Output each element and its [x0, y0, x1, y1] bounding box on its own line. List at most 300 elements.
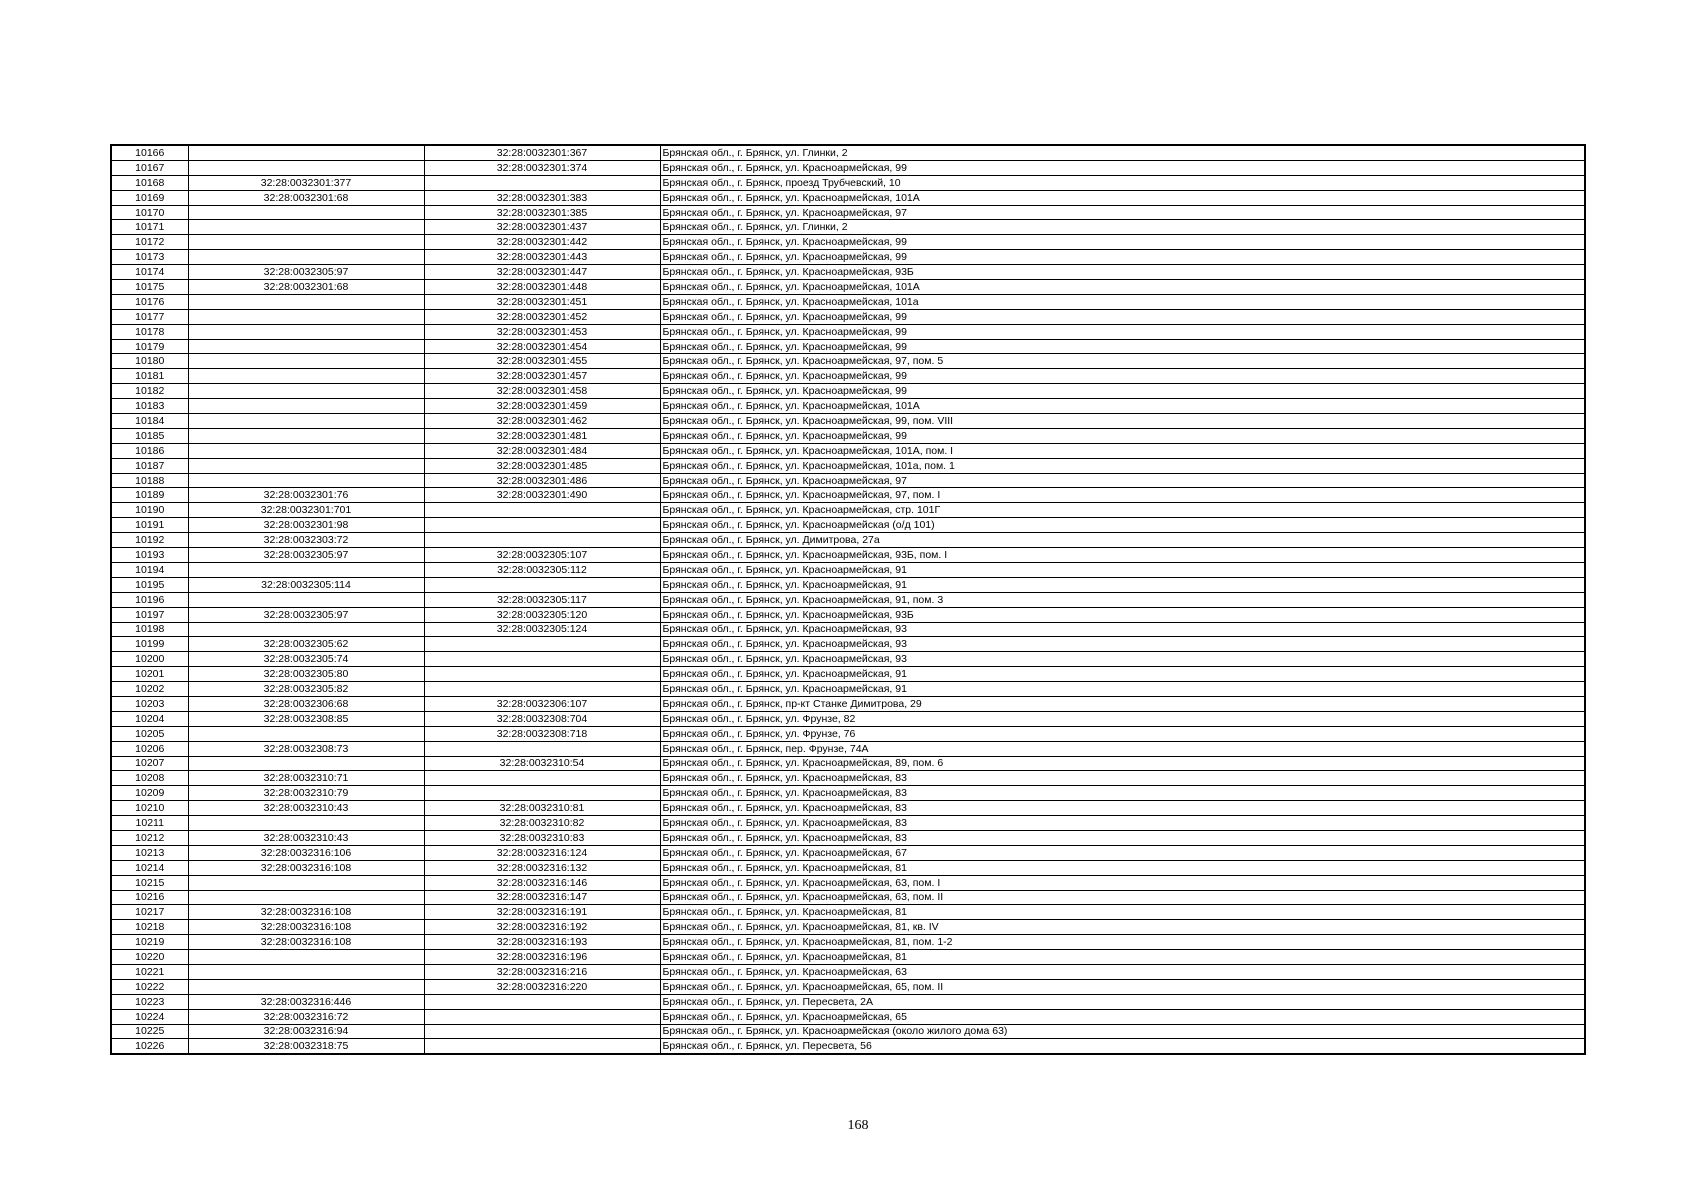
address-cell: Брянская обл., г. Брянск, ул. Глинки, 2	[660, 220, 1585, 235]
table-row	[111, 235, 1585, 250]
table-row	[111, 920, 1585, 935]
object-cadastral-number-cell: 32:28:0032301:442	[424, 235, 660, 250]
row-number-cell: 10166	[111, 145, 188, 160]
cadastral-number-cell: 32:28:0032305:114	[188, 577, 424, 592]
table-row	[111, 860, 1585, 875]
table-row	[111, 726, 1585, 741]
address-cell: Брянская обл., г. Брянск, ул. Красноармейская, 97	[660, 473, 1585, 488]
object-cadastral-number-cell: 32:28:0032310:83	[424, 830, 660, 845]
table-row	[111, 562, 1585, 577]
row-number-cell: 10170	[111, 205, 188, 220]
cadastral-number-cell	[188, 979, 424, 994]
object-cadastral-number-cell: 32:28:0032308:718	[424, 726, 660, 741]
address-cell: Брянская обл., г. Брянск, ул. Красноармейская, 65, пом. II	[660, 979, 1585, 994]
table-row	[111, 1009, 1585, 1024]
row-number-cell: 10199	[111, 637, 188, 652]
row-number-cell: 10182	[111, 384, 188, 399]
table-row	[111, 280, 1585, 295]
object-cadastral-number-cell	[424, 1039, 660, 1054]
table-row	[111, 145, 1585, 160]
row-number-cell: 10179	[111, 339, 188, 354]
cadastral-number-cell: 32:28:0032301:68	[188, 190, 424, 205]
row-number-cell: 10188	[111, 473, 188, 488]
row-number-cell: 10214	[111, 860, 188, 875]
row-number-cell: 10181	[111, 369, 188, 384]
row-number-cell: 10203	[111, 696, 188, 711]
table-row	[111, 830, 1585, 845]
cadastral-number-cell: 32:28:0032305:97	[188, 548, 424, 563]
object-cadastral-number-cell: 32:28:0032301:448	[424, 280, 660, 295]
cadastral-number-cell	[188, 324, 424, 339]
table-row	[111, 816, 1585, 831]
object-cadastral-number-cell: 32:28:0032310:54	[424, 756, 660, 771]
row-number-cell: 10183	[111, 399, 188, 414]
row-number-cell: 10172	[111, 235, 188, 250]
row-number-cell: 10187	[111, 458, 188, 473]
address-cell: Брянская обл., г. Брянск, ул. Глинки, 2	[660, 145, 1585, 160]
address-cell: Брянская обл., г. Брянск, пер. Фрунзе, 74А	[660, 741, 1585, 756]
row-number-cell: 10198	[111, 622, 188, 637]
address-cell: Брянская обл., г. Брянск, ул. Красноармейская, 83	[660, 801, 1585, 816]
table-row	[111, 890, 1585, 905]
cadastral-number-cell	[188, 399, 424, 414]
table-row	[111, 577, 1585, 592]
table-row	[111, 845, 1585, 860]
address-cell: Брянская обл., г. Брянск, ул. Красноармейская, 63, пом. II	[660, 890, 1585, 905]
row-number-cell: 10177	[111, 309, 188, 324]
row-number-cell: 10224	[111, 1009, 188, 1024]
object-cadastral-number-cell: 32:28:0032301:385	[424, 205, 660, 220]
table-row	[111, 950, 1585, 965]
row-number-cell: 10225	[111, 1024, 188, 1039]
object-cadastral-number-cell: 32:28:0032301:457	[424, 369, 660, 384]
object-cadastral-number-cell: 32:28:0032316:220	[424, 979, 660, 994]
address-cell: Брянская обл., г. Брянск, ул. Красноармейская, 93	[660, 622, 1585, 637]
address-cell: Брянская обл., г. Брянск, ул. Красноармейская, 99	[660, 428, 1585, 443]
row-number-cell: 10213	[111, 845, 188, 860]
object-cadastral-number-cell: 32:28:0032301:458	[424, 384, 660, 399]
cadastral-number-cell: 32:28:0032310:79	[188, 786, 424, 801]
registry-table-body	[111, 145, 1585, 1054]
row-number-cell: 10200	[111, 652, 188, 667]
object-cadastral-number-cell: 32:28:0032301:459	[424, 399, 660, 414]
row-number-cell: 10197	[111, 607, 188, 622]
cadastral-number-cell: 32:28:0032301:76	[188, 488, 424, 503]
table-row	[111, 175, 1585, 190]
address-cell: Брянская обл., г. Брянск, ул. Красноармейская, 83	[660, 786, 1585, 801]
row-number-cell: 10206	[111, 741, 188, 756]
address-cell: Брянская обл., г. Брянск, ул. Красноармейская, 83	[660, 830, 1585, 845]
table-row	[111, 503, 1585, 518]
cadastral-number-cell	[188, 339, 424, 354]
cadastral-number-cell	[188, 890, 424, 905]
object-cadastral-number-cell: 32:28:0032316:216	[424, 964, 660, 979]
address-cell: Брянская обл., г. Брянск, ул. Пересвета, 2А	[660, 994, 1585, 1009]
table-row	[111, 964, 1585, 979]
cadastral-number-cell	[188, 756, 424, 771]
table-row	[111, 309, 1585, 324]
table-row	[111, 443, 1585, 458]
row-number-cell: 10209	[111, 786, 188, 801]
page-number: 168	[847, 1118, 869, 1133]
table-row	[111, 1039, 1585, 1054]
row-number-cell: 10191	[111, 518, 188, 533]
object-cadastral-number-cell	[424, 682, 660, 697]
row-number-cell: 10194	[111, 562, 188, 577]
cadastral-number-cell	[188, 250, 424, 265]
cadastral-number-cell	[188, 443, 424, 458]
registry-table	[110, 144, 1586, 1055]
row-number-cell: 10210	[111, 801, 188, 816]
table-row	[111, 905, 1585, 920]
address-cell: Брянская обл., г. Брянск, ул. Красноармейская, 89, пом. 6	[660, 756, 1585, 771]
object-cadastral-number-cell: 32:28:0032310:81	[424, 801, 660, 816]
address-cell: Брянская обл., г. Брянск, ул. Красноармейская, 81	[660, 905, 1585, 920]
object-cadastral-number-cell: 32:28:0032305:107	[424, 548, 660, 563]
object-cadastral-number-cell: 32:28:0032305:120	[424, 607, 660, 622]
cadastral-number-cell: 32:28:0032301:68	[188, 280, 424, 295]
row-number-cell: 10174	[111, 265, 188, 280]
cadastral-number-cell: 32:28:0032318:75	[188, 1039, 424, 1054]
table-row	[111, 741, 1585, 756]
address-cell: Брянская обл., г. Брянск, ул. Красноармейская, 99	[660, 339, 1585, 354]
object-cadastral-number-cell: 32:28:0032301:455	[424, 354, 660, 369]
table-row	[111, 384, 1585, 399]
table-row	[111, 414, 1585, 429]
table-row	[111, 250, 1585, 265]
row-number-cell: 10196	[111, 592, 188, 607]
row-number-cell: 10189	[111, 488, 188, 503]
address-cell: Брянская обл., г. Брянск, ул. Красноармейская, 97, пом. I	[660, 488, 1585, 503]
row-number-cell: 10190	[111, 503, 188, 518]
address-cell: Брянская обл., г. Брянск, ул. Красноармейская, стр. 101Г	[660, 503, 1585, 518]
address-cell: Брянская обл., г. Брянск, ул. Красноармейская, 81	[660, 950, 1585, 965]
address-cell: Брянская обл., г. Брянск, ул. Фрунзе, 82	[660, 711, 1585, 726]
table-row	[111, 979, 1585, 994]
cadastral-number-cell	[188, 294, 424, 309]
address-cell: Брянская обл., г. Брянск, ул. Красноармейская, 101а, пом. 1	[660, 458, 1585, 473]
cadastral-number-cell: 32:28:0032305:97	[188, 607, 424, 622]
cadastral-number-cell: 32:28:0032301:98	[188, 518, 424, 533]
row-number-cell: 10222	[111, 979, 188, 994]
cadastral-number-cell	[188, 592, 424, 607]
row-number-cell: 10193	[111, 548, 188, 563]
cadastral-number-cell: 32:28:0032305:74	[188, 652, 424, 667]
address-cell: Брянская обл., г. Брянск, ул. Красноармейская, 93Б	[660, 265, 1585, 280]
object-cadastral-number-cell: 32:28:0032301:484	[424, 443, 660, 458]
cadastral-number-cell: 32:28:0032303:72	[188, 533, 424, 548]
cadastral-number-cell	[188, 235, 424, 250]
address-cell: Брянская обл., г. Брянск, ул. Красноармейская, 101А	[660, 399, 1585, 414]
cadastral-number-cell	[188, 622, 424, 637]
object-cadastral-number-cell: 32:28:0032306:107	[424, 696, 660, 711]
object-cadastral-number-cell	[424, 637, 660, 652]
table-row	[111, 354, 1585, 369]
row-number-cell: 10207	[111, 756, 188, 771]
table-row	[111, 756, 1585, 771]
object-cadastral-number-cell: 32:28:0032301:451	[424, 294, 660, 309]
table-row	[111, 339, 1585, 354]
cadastral-number-cell: 32:28:0032305:80	[188, 667, 424, 682]
object-cadastral-number-cell	[424, 518, 660, 533]
object-cadastral-number-cell: 32:28:0032310:82	[424, 816, 660, 831]
table-row	[111, 652, 1585, 667]
object-cadastral-number-cell: 32:28:0032316:132	[424, 860, 660, 875]
row-number-cell: 10171	[111, 220, 188, 235]
address-cell: Брянская обл., г. Брянск, ул. Красноармейская, 91, пом. 3	[660, 592, 1585, 607]
table-row	[111, 801, 1585, 816]
table-row	[111, 533, 1585, 548]
table-row	[111, 637, 1585, 652]
address-cell: Брянская обл., г. Брянск, ул. Красноармейская, 93	[660, 652, 1585, 667]
table-row	[111, 935, 1585, 950]
object-cadastral-number-cell: 32:28:0032316:191	[424, 905, 660, 920]
address-cell: Брянская обл., г. Брянск, ул. Красноармейская, 101а	[660, 294, 1585, 309]
object-cadastral-number-cell: 32:28:0032301:374	[424, 160, 660, 175]
row-number-cell: 10175	[111, 280, 188, 295]
row-number-cell: 10169	[111, 190, 188, 205]
object-cadastral-number-cell: 32:28:0032316:193	[424, 935, 660, 950]
row-number-cell: 10204	[111, 711, 188, 726]
cadastral-number-cell: 32:28:0032301:701	[188, 503, 424, 518]
cadastral-number-cell	[188, 384, 424, 399]
address-cell: Брянская обл., г. Брянск, ул. Красноармейская, 63, пом. I	[660, 875, 1585, 890]
object-cadastral-number-cell	[424, 652, 660, 667]
cadastral-number-cell	[188, 220, 424, 235]
cadastral-number-cell	[188, 205, 424, 220]
table-row	[111, 1024, 1585, 1039]
cadastral-number-cell: 32:28:0032310:43	[188, 801, 424, 816]
object-cadastral-number-cell: 32:28:0032301:452	[424, 309, 660, 324]
cadastral-number-cell: 32:28:0032316:94	[188, 1024, 424, 1039]
object-cadastral-number-cell: 32:28:0032316:146	[424, 875, 660, 890]
row-number-cell: 10201	[111, 667, 188, 682]
object-cadastral-number-cell	[424, 667, 660, 682]
object-cadastral-number-cell: 32:28:0032301:490	[424, 488, 660, 503]
row-number-cell: 10195	[111, 577, 188, 592]
object-cadastral-number-cell	[424, 175, 660, 190]
cadastral-number-cell	[188, 428, 424, 443]
table-row	[111, 667, 1585, 682]
table-row	[111, 518, 1585, 533]
address-cell: Брянская обл., г. Брянск, ул. Красноармейская, 99	[660, 384, 1585, 399]
address-cell: Брянская обл., г. Брянск, проезд Трубчевский, 10	[660, 175, 1585, 190]
object-cadastral-number-cell: 32:28:0032316:147	[424, 890, 660, 905]
row-number-cell: 10186	[111, 443, 188, 458]
cadastral-number-cell	[188, 160, 424, 175]
row-number-cell: 10185	[111, 428, 188, 443]
table-row	[111, 473, 1585, 488]
cadastral-number-cell: 32:28:0032316:108	[188, 920, 424, 935]
address-cell: Брянская обл., г. Брянск, ул. Красноармейская, 101А	[660, 190, 1585, 205]
object-cadastral-number-cell: 32:28:0032301:443	[424, 250, 660, 265]
table-row	[111, 324, 1585, 339]
row-number-cell: 10208	[111, 771, 188, 786]
address-cell: Брянская обл., г. Брянск, ул. Димитрова, 27а	[660, 533, 1585, 548]
object-cadastral-number-cell: 32:28:0032301:367	[424, 145, 660, 160]
table-row	[111, 488, 1585, 503]
object-cadastral-number-cell: 32:28:0032305:117	[424, 592, 660, 607]
row-number-cell: 10219	[111, 935, 188, 950]
object-cadastral-number-cell: 32:28:0032316:196	[424, 950, 660, 965]
address-cell: Брянская обл., г. Брянск, ул. Красноармейская, 99	[660, 324, 1585, 339]
address-cell: Брянская обл., г. Брянск, ул. Красноармейская (около жилого дома 63)	[660, 1024, 1585, 1039]
cadastral-number-cell: 32:28:0032310:71	[188, 771, 424, 786]
cadastral-number-cell	[188, 369, 424, 384]
row-number-cell: 10218	[111, 920, 188, 935]
object-cadastral-number-cell: 32:28:0032301:437	[424, 220, 660, 235]
address-cell: Брянская обл., г. Брянск, ул. Красноармейская, 63	[660, 964, 1585, 979]
row-number-cell: 10205	[111, 726, 188, 741]
cadastral-number-cell: 32:28:0032316:108	[188, 860, 424, 875]
row-number-cell: 10223	[111, 994, 188, 1009]
row-number-cell: 10202	[111, 682, 188, 697]
cadastral-number-cell: 32:28:0032316:106	[188, 845, 424, 860]
table-row	[111, 428, 1585, 443]
address-cell: Брянская обл., г. Брянск, ул. Красноармейская, 81, кв. IV	[660, 920, 1585, 935]
row-number-cell: 10216	[111, 890, 188, 905]
object-cadastral-number-cell: 32:28:0032301:454	[424, 339, 660, 354]
row-number-cell: 10211	[111, 816, 188, 831]
cadastral-number-cell	[188, 964, 424, 979]
address-cell: Брянская обл., г. Брянск, ул. Красноармейская, 65	[660, 1009, 1585, 1024]
table-row	[111, 592, 1585, 607]
cadastral-number-cell	[188, 875, 424, 890]
table-row	[111, 607, 1585, 622]
object-cadastral-number-cell	[424, 577, 660, 592]
cadastral-number-cell	[188, 950, 424, 965]
table-row	[111, 399, 1585, 414]
address-cell: Брянская обл., г. Брянск, ул. Красноармейская, 101А, пом. I	[660, 443, 1585, 458]
address-cell: Брянская обл., г. Брянск, ул. Красноармейская, 93Б	[660, 607, 1585, 622]
address-cell: Брянская обл., г. Брянск, ул. Красноармейская, 97, пом. 5	[660, 354, 1585, 369]
object-cadastral-number-cell	[424, 1009, 660, 1024]
address-cell: Брянская обл., г. Брянск, ул. Красноармейская, 91	[660, 667, 1585, 682]
object-cadastral-number-cell: 32:28:0032301:486	[424, 473, 660, 488]
row-number-cell: 10215	[111, 875, 188, 890]
cadastral-number-cell	[188, 354, 424, 369]
object-cadastral-number-cell	[424, 533, 660, 548]
address-cell: Брянская обл., г. Брянск, ул. Красноармейская, 83	[660, 816, 1585, 831]
object-cadastral-number-cell	[424, 771, 660, 786]
address-cell: Брянская обл., г. Брянск, ул. Красноармейская, 91	[660, 562, 1585, 577]
row-number-cell: 10220	[111, 950, 188, 965]
table-row	[111, 771, 1585, 786]
table-row	[111, 875, 1585, 890]
object-cadastral-number-cell: 32:28:0032305:124	[424, 622, 660, 637]
row-number-cell: 10173	[111, 250, 188, 265]
row-number-cell: 10184	[111, 414, 188, 429]
cadastral-number-cell	[188, 145, 424, 160]
cadastral-number-cell	[188, 726, 424, 741]
row-number-cell: 10221	[111, 964, 188, 979]
address-cell: Брянская обл., г. Брянск, пр-кт Станке Димитрова, 29	[660, 696, 1585, 711]
cadastral-number-cell	[188, 414, 424, 429]
address-cell: Брянская обл., г. Брянск, ул. Красноармейская, 101А	[660, 280, 1585, 295]
address-cell: Брянская обл., г. Брянск, ул. Красноармейская, 99, пом. VIII	[660, 414, 1585, 429]
address-cell: Брянская обл., г. Брянск, ул. Красноармейская, 91	[660, 682, 1585, 697]
table-row	[111, 622, 1585, 637]
address-cell: Брянская обл., г. Брянск, ул. Красноармейская, 93	[660, 637, 1585, 652]
cadastral-number-cell: 32:28:0032316:108	[188, 905, 424, 920]
table-row	[111, 682, 1585, 697]
table-row	[111, 994, 1585, 1009]
table-row	[111, 160, 1585, 175]
address-cell: Брянская обл., г. Брянск, ул. Красноармейская, 99	[660, 235, 1585, 250]
cadastral-number-cell	[188, 458, 424, 473]
address-cell: Брянская обл., г. Брянск, ул. Красноармейская, 83	[660, 771, 1585, 786]
address-cell: Брянская обл., г. Брянск, ул. Красноармейская, 99	[660, 309, 1585, 324]
table-row	[111, 711, 1585, 726]
object-cadastral-number-cell	[424, 503, 660, 518]
cadastral-number-cell	[188, 309, 424, 324]
object-cadastral-number-cell: 32:28:0032305:112	[424, 562, 660, 577]
address-cell: Брянская обл., г. Брянск, ул. Красноармейская, 99	[660, 369, 1585, 384]
cadastral-number-cell: 32:28:0032306:68	[188, 696, 424, 711]
row-number-cell: 10226	[111, 1039, 188, 1054]
cadastral-number-cell: 32:28:0032316:108	[188, 935, 424, 950]
object-cadastral-number-cell	[424, 786, 660, 801]
table-row	[111, 220, 1585, 235]
address-cell: Брянская обл., г. Брянск, ул. Красноармейская, 99	[660, 160, 1585, 175]
table-row	[111, 265, 1585, 280]
object-cadastral-number-cell: 32:28:0032301:447	[424, 265, 660, 280]
cadastral-number-cell: 32:28:0032316:72	[188, 1009, 424, 1024]
table-row	[111, 548, 1585, 563]
table-row	[111, 369, 1585, 384]
row-number-cell: 10167	[111, 160, 188, 175]
address-cell: Брянская обл., г. Брянск, ул. Пересвета, 56	[660, 1039, 1585, 1054]
address-cell: Брянская обл., г. Брянск, ул. Красноармейская, 97	[660, 205, 1585, 220]
table-row	[111, 786, 1585, 801]
object-cadastral-number-cell: 32:28:0032301:481	[424, 428, 660, 443]
cadastral-number-cell	[188, 473, 424, 488]
object-cadastral-number-cell: 32:28:0032301:383	[424, 190, 660, 205]
cadastral-number-cell: 32:28:0032305:62	[188, 637, 424, 652]
address-cell: Брянская обл., г. Брянск, ул. Красноармейская (о/д 101)	[660, 518, 1585, 533]
address-cell: Брянская обл., г. Брянск, ул. Красноармейская, 99	[660, 250, 1585, 265]
table-row	[111, 294, 1585, 309]
object-cadastral-number-cell	[424, 741, 660, 756]
object-cadastral-number-cell	[424, 994, 660, 1009]
object-cadastral-number-cell: 32:28:0032301:485	[424, 458, 660, 473]
cadastral-number-cell: 32:28:0032308:73	[188, 741, 424, 756]
row-number-cell: 10178	[111, 324, 188, 339]
cadastral-number-cell: 32:28:0032316:446	[188, 994, 424, 1009]
object-cadastral-number-cell: 32:28:0032316:124	[424, 845, 660, 860]
object-cadastral-number-cell: 32:28:0032316:192	[424, 920, 660, 935]
cadastral-number-cell: 32:28:0032301:377	[188, 175, 424, 190]
cadastral-number-cell: 32:28:0032305:82	[188, 682, 424, 697]
row-number-cell: 10168	[111, 175, 188, 190]
row-number-cell: 10212	[111, 830, 188, 845]
object-cadastral-number-cell: 32:28:0032301:453	[424, 324, 660, 339]
cadastral-number-cell	[188, 816, 424, 831]
table-row	[111, 458, 1585, 473]
address-cell: Брянская обл., г. Брянск, ул. Красноармейская, 81, пом. 1-2	[660, 935, 1585, 950]
object-cadastral-number-cell	[424, 1024, 660, 1039]
cadastral-number-cell: 32:28:0032308:85	[188, 711, 424, 726]
cadastral-number-cell: 32:28:0032310:43	[188, 830, 424, 845]
row-number-cell: 10192	[111, 533, 188, 548]
address-cell: Брянская обл., г. Брянск, ул. Красноармейская, 91	[660, 577, 1585, 592]
address-cell: Брянская обл., г. Брянск, ул. Красноармейская, 67	[660, 845, 1585, 860]
table-row	[111, 190, 1585, 205]
object-cadastral-number-cell: 32:28:0032301:462	[424, 414, 660, 429]
cadastral-number-cell	[188, 562, 424, 577]
address-cell: Брянская обл., г. Брянск, ул. Фрунзе, 76	[660, 726, 1585, 741]
table-row	[111, 205, 1585, 220]
